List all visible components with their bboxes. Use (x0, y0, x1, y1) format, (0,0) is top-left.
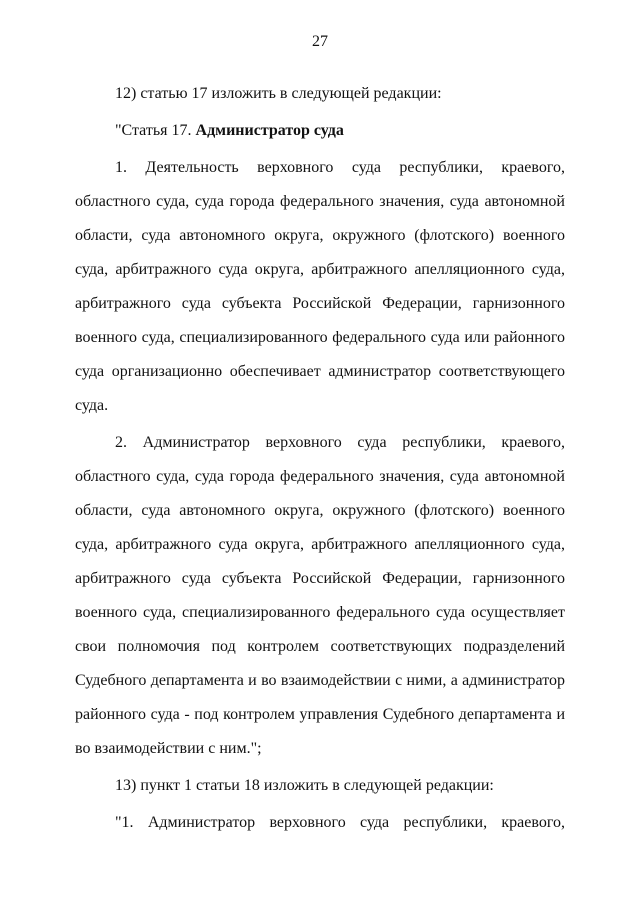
paragraph-clause-1: 1. Деятельность верховного суда республики, краевого, областного суда, суда города федерального значения, суда автономной области, суда автономного округа, окружного (флотского) военного суда, арбитражного суда округа, арбитражного апелляционного суда, арбитражного суда субъекта Российской Федерации, гарнизонного военного суда, специализированного федерального суда или районного суда организационно обеспечивает администратор соответствующего суда. (75, 159, 565, 414)
paragraph-clause-2: 2. Администратор верховного суда республики, краевого, областного суда, суда города федерального значения, суда автономной области, суда автономного округа, окружного (флотского) военного суда, арбитражного суда округа, арбитражного апелляционного суда, арбитражного суда субъекта Российской Федерации, гарнизонного военного суда, специализированного федерального суда осуществляет свои полномочия под контролем соответствующих подразделений Судебного департамента и во взаимодействии с ними, а администратор районного суда - под контролем управления Судебного департамента и во взаимодействии с ним."; (75, 434, 565, 757)
article-heading (75, 114, 565, 148)
document-body (75, 77, 565, 840)
paragraph-clause-18-1: "1. Администратор верховного суда республики, краевого, (115, 814, 565, 831)
paragraph-amendment-13: 13) пункт 1 статьи 18 изложить в следующей редакции: (115, 777, 494, 794)
article-heading-title: Администратор суда (195, 122, 344, 139)
paragraph-amendment-12: 12) статью 17 изложить в следующей редакции: (115, 85, 442, 102)
page-number: 27 (312, 33, 328, 50)
article-heading-prefix: "Статья 17. (115, 122, 196, 139)
